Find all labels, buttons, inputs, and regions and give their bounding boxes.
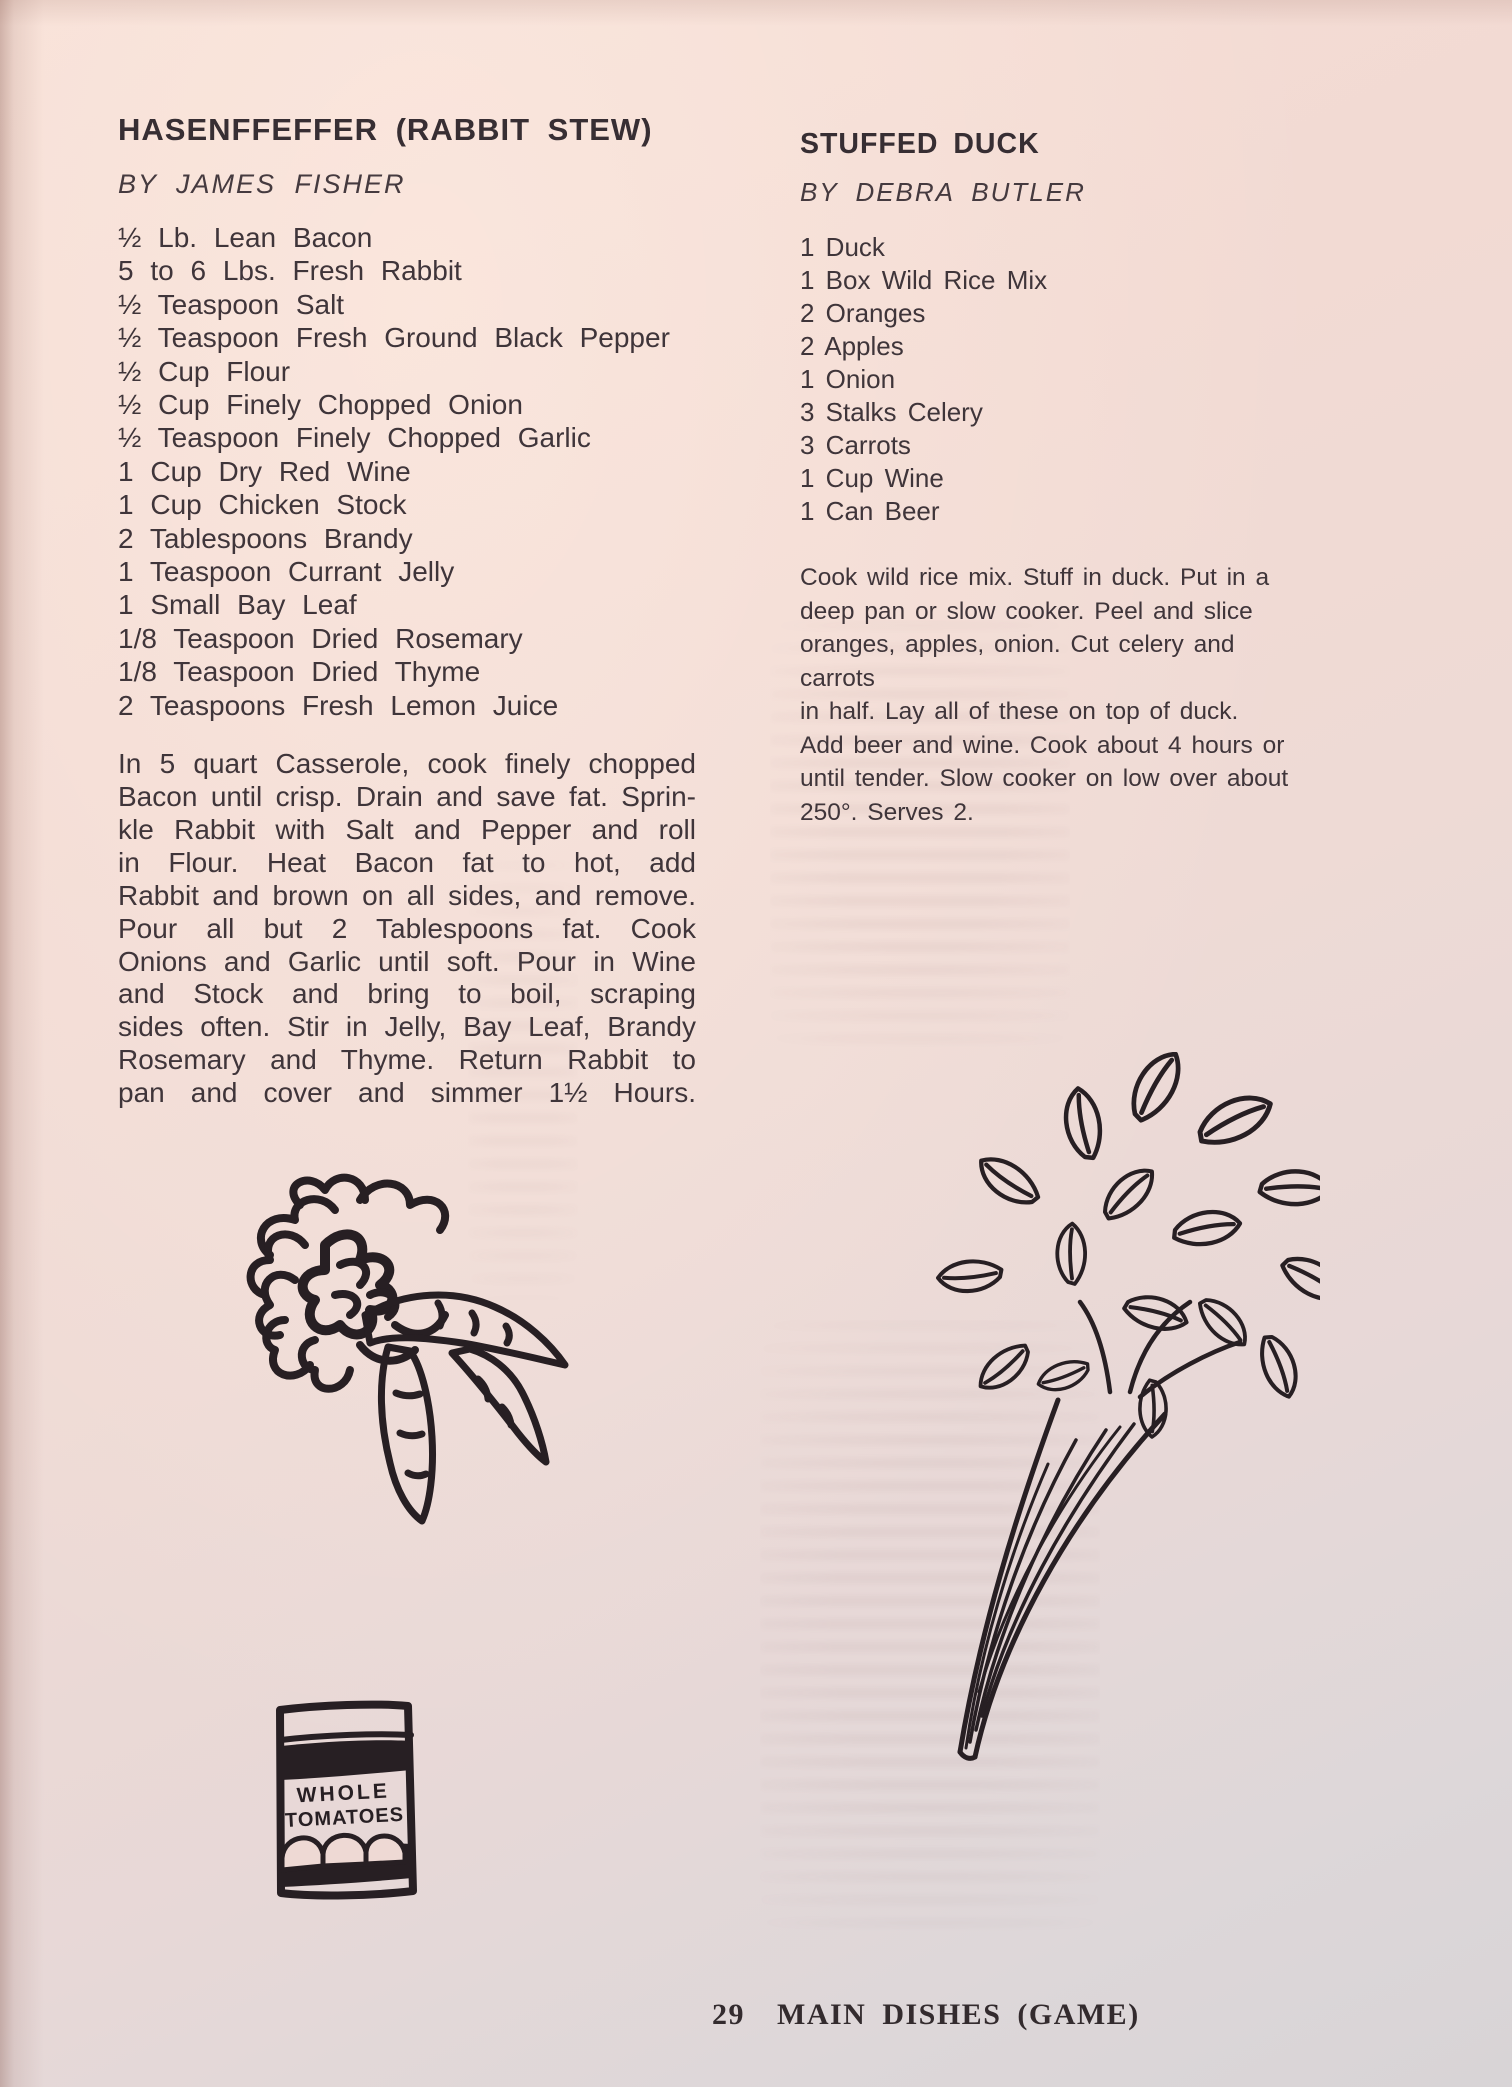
instruction-line: sides often. Stir in Jelly, Bay Leaf, Brandy <box>118 1011 696 1043</box>
instruction-line: pan and cover and simmer 1½ Hours. <box>118 1077 696 1109</box>
ingredient-line: 3 Carrots <box>800 430 911 460</box>
section-title: MAIN DISHES (GAME) <box>777 1998 1140 2031</box>
ingredient-line: ½ Cup Flour <box>118 355 291 387</box>
ingredient-line: 1 Cup Dry Red Wine <box>118 455 411 487</box>
can-label-line2: TOMATOES <box>284 1803 405 1833</box>
instruction-line: deep pan or slow cooker. Peel and slice <box>800 597 1253 625</box>
instruction-line: Rabbit and brown on all sides, and remove. <box>118 879 696 911</box>
instruction-line: in Flour. Heat Bacon fat to hot, add <box>118 846 696 878</box>
recipe-hasenffeffer <box>118 112 698 1110</box>
tomato-can-illustration <box>268 1688 420 1903</box>
page-top-shadow <box>0 0 1512 26</box>
instruction-line: Bacon until crisp. Drain and save fat. Sprin- <box>118 781 696 812</box>
ingredient-line: ½ Teaspoon Fresh Ground Black Pepper <box>118 322 670 354</box>
page-binding-shadow <box>0 0 44 2087</box>
ingredient-line: 1 Duck <box>800 232 885 262</box>
tomato-can-icon <box>280 1705 413 1896</box>
instructions-paragraph <box>800 561 1310 829</box>
ingredient-line: 1 Onion <box>800 364 896 394</box>
page-number: 29 <box>712 1998 745 2031</box>
instruction-line: Add beer and wine. Cook about 4 hours or <box>800 731 1285 759</box>
instruction-line: 250°. Serves 2. <box>800 798 974 826</box>
instruction-line: Cook wild rice mix. Stuff in duck. Put in a <box>800 564 1270 591</box>
instruction-line: In 5 quart Casserole, cook finely chopped <box>118 748 696 780</box>
ingredient-list <box>118 221 698 722</box>
instruction-line: Onions and Garlic until soft. Pour in Wine <box>118 945 696 977</box>
ingredient-line: ½ Lb. Lean Bacon <box>118 222 373 253</box>
carrot-bunch-illustration <box>240 1165 580 1545</box>
recipe-title: HASENFFEFFER (RABBIT STEW) <box>118 112 653 147</box>
instructions-paragraph <box>118 748 696 1110</box>
ingredient-line: ½ Teaspoon Salt <box>118 288 345 320</box>
celery-illustration <box>880 1052 1320 1767</box>
celery-stalk-icon <box>960 1400 1165 1758</box>
can-label-line1: WHOLE <box>296 1779 391 1808</box>
ingredient-line: 1 Cup Wine <box>800 463 944 493</box>
instruction-line: kle Rabbit with Salt and Pepper and roll <box>118 813 696 845</box>
ingredient-line: 1 Small Bay Leaf <box>118 589 357 621</box>
ingredient-line: 1 Can Beer <box>800 496 940 526</box>
celery-leaves-icon <box>936 1052 1320 1439</box>
instruction-line: in half. Lay all of these on top of duck. <box>800 698 1239 725</box>
instruction-line: until tender. Slow cooker on low over about <box>800 765 1289 792</box>
page-footer <box>712 1998 1140 2032</box>
ingredient-line: ½ Teaspoon Finely Chopped Garlic <box>118 422 591 454</box>
ingredient-line: 2 Oranges <box>800 298 926 328</box>
ingredient-line: 3 Stalks Celery <box>800 397 983 427</box>
instruction-line: oranges, apples, onion. Cut celery and carrots <box>800 631 1235 692</box>
ingredient-line: 2 Teaspoons Fresh Lemon Juice <box>118 689 559 721</box>
ingredient-list <box>800 231 1390 528</box>
recipe-title: STUFFED DUCK <box>800 128 1040 160</box>
ingredient-line: 1/8 Teaspoon Dried Rosemary <box>118 622 523 654</box>
instruction-line: and Stock and bring to boil, scraping <box>118 978 696 1010</box>
recipe-stuffed-duck <box>800 128 1390 829</box>
instruction-line: Pour all but 2 Tablespoons fat. Cook <box>118 912 696 944</box>
ingredient-line: 1/8 Teaspoon Dried Thyme <box>118 656 481 688</box>
ingredient-line: ½ Cup Finely Chopped Onion <box>118 389 523 421</box>
instruction-line: Rosemary and Thyme. Return Rabbit to <box>118 1044 696 1076</box>
ingredient-line: 1 Box Wild Rice Mix <box>800 265 1048 295</box>
ingredient-line: 2 Apples <box>800 331 904 361</box>
ingredient-line: 5 to 6 Lbs. Fresh Rabbit <box>118 255 462 287</box>
recipe-byline: BY DEBRA BUTLER <box>800 177 1086 207</box>
ingredient-line: 1 Cup Chicken Stock <box>118 489 407 521</box>
ingredient-line: 1 Teaspoon Currant Jelly <box>118 556 455 588</box>
ingredient-line: 2 Tablespoons Brandy <box>118 522 413 554</box>
recipe-byline: BY JAMES FISHER <box>118 169 406 199</box>
